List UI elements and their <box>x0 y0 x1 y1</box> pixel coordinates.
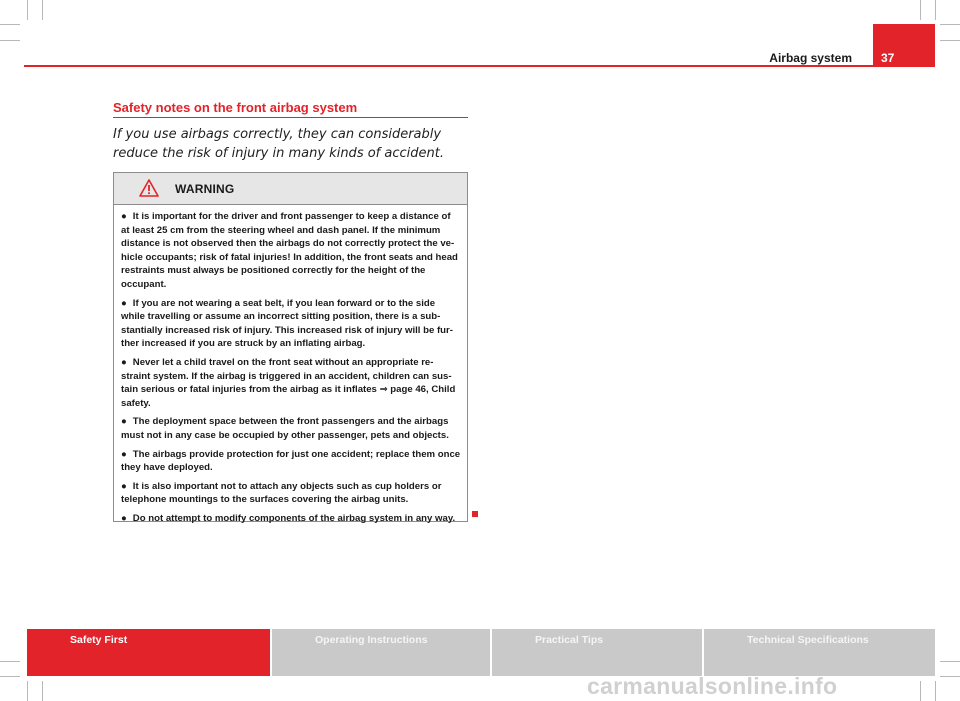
footer-tabs <box>27 629 935 676</box>
warning-item <box>121 480 461 507</box>
crop-mark <box>940 676 960 677</box>
crop-mark <box>0 24 20 25</box>
header-rule <box>24 65 935 67</box>
warning-item <box>121 448 461 475</box>
crop-mark <box>940 661 960 662</box>
intro-text: If you use airbags correctly, they can considerably reduce the risk of injury in many kinds of accident. <box>113 127 444 161</box>
bullet-icon: ● <box>121 512 127 524</box>
crop-mark <box>0 661 20 662</box>
crop-mark <box>935 0 936 20</box>
bullet-icon: ● <box>121 416 127 428</box>
crop-mark <box>940 24 960 25</box>
watermark: carmanualsonline.info <box>587 673 838 699</box>
warning-item-text: Do not attempt to modify components of the airbag system in any way. <box>132 512 456 524</box>
warning-title: WARNING <box>175 182 235 196</box>
bullet-icon: ● <box>121 211 127 222</box>
crop-mark <box>42 681 43 701</box>
section-rule <box>113 117 468 118</box>
crop-mark <box>42 0 43 20</box>
tab-technical-specifications[interactable]: Technical Specifications <box>704 629 935 676</box>
warning-item-text: The airbags provide protection for just one accident; replace them once they have deployed. <box>121 448 461 474</box>
warning-header <box>114 173 467 205</box>
bullet-icon: ● <box>121 297 127 309</box>
warning-item-text: Never let a child travel on the front seat without an appropriate re-straint system. If the airbag is triggered in an accident, children can sus-tain serious or fatal injuries from the airbag as it inflates ⇒ page 46, Child safety. <box>121 356 456 409</box>
warning-item <box>121 356 461 410</box>
bullet-icon: ● <box>121 356 127 368</box>
bullet-icon: ● <box>121 480 127 492</box>
warning-item-text: It is important for the driver and front passenger to keep a distance of at least 25 cm from the steering wheel and dash panel. If the minimum distance is not observed then the airbags do not correctly protect the ve-hicle occupants; risk of fatal injuries! In addition, the front seats and head restraints must always be positioned correctly for the height of the occupant. <box>121 211 458 290</box>
warning-item-text: If you are not wearing a seat belt, if you lean forward or to the side while travelling or assume an incorrect sitting position, there is a sub-stantially increased risk of injury. This increased risk of injury will be fur-ther increased if you are struck by an inflating airbag. <box>121 297 453 350</box>
tab-safety-first[interactable]: Safety First <box>27 629 272 676</box>
crop-mark <box>920 681 921 701</box>
warning-item-text: It is also important not to attach any objects such as cup holders or telephone mountings to the surfaces covering the airbag units. <box>121 480 442 506</box>
crop-mark <box>940 40 960 41</box>
crop-mark <box>0 40 20 41</box>
warning-box <box>113 172 468 522</box>
tab-practical-tips[interactable]: Practical Tips <box>492 629 704 676</box>
warning-item <box>121 297 461 351</box>
crop-mark <box>27 681 28 701</box>
warning-item-text: The deployment space between the front passengers and the airbags must not in any case be occupied by other passenger, pets and objects. <box>121 416 449 441</box>
warning-item <box>121 415 461 442</box>
section-end-marker <box>472 511 478 517</box>
running-head: Airbag system <box>769 51 852 65</box>
crop-mark <box>27 0 28 20</box>
section-title: Safety notes on the front airbag system <box>113 100 358 115</box>
page-number: 37 <box>873 24 935 67</box>
warning-list <box>114 205 467 525</box>
crop-mark <box>0 676 20 677</box>
bullet-icon: ● <box>121 448 127 460</box>
tab-operating-instructions[interactable]: Operating Instructions <box>272 629 492 676</box>
warning-item <box>121 210 461 292</box>
crop-mark <box>935 681 936 701</box>
warning-item <box>121 512 461 526</box>
crop-mark <box>920 0 921 20</box>
warning-triangle-icon <box>139 179 159 197</box>
